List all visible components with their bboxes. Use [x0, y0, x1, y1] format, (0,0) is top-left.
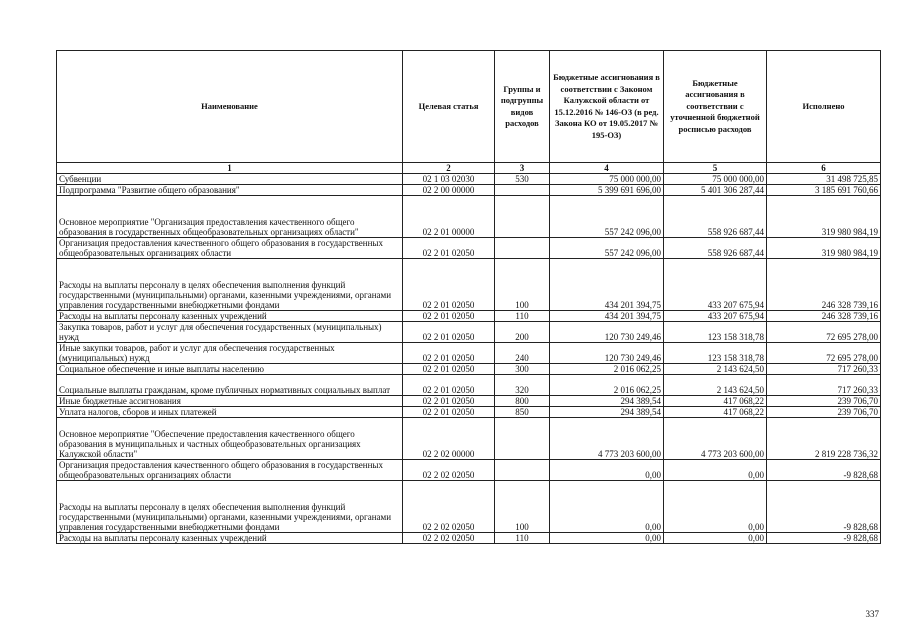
row-name: Социальное обеспечение и иные выплаты населению — [57, 364, 403, 375]
table-row — [57, 196, 881, 238]
row-executed: 319 980 984,19 — [767, 238, 881, 259]
row-target-article: 02 2 01 02050 — [403, 343, 495, 364]
table-row — [57, 407, 881, 418]
header-refined-allocations: Бюджетные ассигнования в соответствии с уточненной бюджетной росписью расходов — [664, 51, 767, 163]
row-law-allocation: 75 000 000,00 — [550, 174, 664, 185]
row-executed: 246 328 739,16 — [767, 311, 881, 322]
table-row — [57, 311, 881, 322]
row-law-allocation: 294 389,54 — [550, 407, 664, 418]
row-target-article: 02 2 01 02050 — [403, 322, 495, 343]
row-refined-allocation: 0,00 — [664, 533, 767, 544]
row-executed: 239 706,70 — [767, 396, 881, 407]
row-expense-group: 240 — [495, 343, 550, 364]
row-executed: 246 328 739,16 — [767, 259, 881, 311]
column-number: 3 — [495, 163, 550, 174]
row-law-allocation: 0,00 — [550, 460, 664, 481]
row-target-article: 02 2 00 00000 — [403, 185, 495, 196]
row-expense-group: 200 — [495, 322, 550, 343]
header-expense-groups: Группы и подгруппы видов расходов — [495, 51, 550, 163]
row-law-allocation: 5 399 691 696,00 — [550, 185, 664, 196]
budget-table — [56, 50, 881, 544]
row-executed: 3 185 691 760,66 — [767, 185, 881, 196]
row-executed: 2 819 228 736,32 — [767, 418, 881, 460]
row-expense-group — [495, 418, 550, 460]
row-law-allocation: 557 242 096,00 — [550, 196, 664, 238]
row-executed: 319 980 984,19 — [767, 196, 881, 238]
column-number: 1 — [57, 163, 403, 174]
row-executed: 717 260,33 — [767, 364, 881, 375]
table-row — [57, 185, 881, 196]
row-refined-allocation: 433 207 675,94 — [664, 259, 767, 311]
row-refined-allocation: 433 207 675,94 — [664, 311, 767, 322]
row-refined-allocation: 75 000 000,00 — [664, 174, 767, 185]
row-law-allocation: 4 773 203 600,00 — [550, 418, 664, 460]
table-row — [57, 375, 881, 396]
table-row — [57, 322, 881, 343]
header-executed: Исполнено — [767, 51, 881, 163]
row-refined-allocation: 4 773 203 600,00 — [664, 418, 767, 460]
row-name: Подпрограмма "Развитие общего образования" — [57, 185, 403, 196]
row-law-allocation: 434 201 394,75 — [550, 311, 664, 322]
row-name: Иные закупки товаров, работ и услуг для обеспечения государственных (муниципальных) нужд — [57, 343, 403, 364]
row-name: Субвенции — [57, 174, 403, 185]
row-executed: -9 828,68 — [767, 481, 881, 533]
row-name: Организация предоставления качественного общего образования в государственных общеобразовательных организациях области — [57, 460, 403, 481]
row-name: Расходы на выплаты персоналу в целях обеспечения выполнения функций государственными (муниципальными) органами, казенными учреждениями, органами управления государственными внебюджетными фондами — [57, 481, 403, 533]
row-refined-allocation: 2 143 624,50 — [664, 364, 767, 375]
row-law-allocation: 120 730 249,46 — [550, 322, 664, 343]
table-row — [57, 481, 881, 533]
column-number: 5 — [664, 163, 767, 174]
row-refined-allocation: 558 926 687,44 — [664, 196, 767, 238]
column-number-row — [57, 163, 881, 174]
row-law-allocation: 0,00 — [550, 533, 664, 544]
row-expense-group — [495, 460, 550, 481]
row-target-article: 02 2 01 02050 — [403, 396, 495, 407]
row-target-article: 02 2 01 02050 — [403, 364, 495, 375]
table-row — [57, 418, 881, 460]
row-name: Организация предоставления качественного общего образования в государственных общеобразовательных организациях области — [57, 238, 403, 259]
row-expense-group: 850 — [495, 407, 550, 418]
row-refined-allocation: 558 926 687,44 — [664, 238, 767, 259]
row-target-article: 02 2 02 00000 — [403, 418, 495, 460]
row-target-article: 02 2 01 02050 — [403, 407, 495, 418]
header-row — [57, 51, 881, 163]
row-refined-allocation: 0,00 — [664, 481, 767, 533]
row-law-allocation: 557 242 096,00 — [550, 238, 664, 259]
row-law-allocation: 2 016 062,25 — [550, 364, 664, 375]
row-name: Уплата налогов, сборов и иных платежей — [57, 407, 403, 418]
header-law-allocations: Бюджетные ассигнования в соответствии с Законом Калужской области от 15.12.2016 № 146-ОЗ (в ред. Закона КО от 19.05.2017 № 195-ОЗ) — [550, 51, 664, 163]
row-expense-group: 100 — [495, 481, 550, 533]
row-refined-allocation: 417 068,22 — [664, 396, 767, 407]
row-target-article: 02 2 01 02050 — [403, 311, 495, 322]
row-expense-group — [495, 196, 550, 238]
row-name: Иные бюджетные ассигнования — [57, 396, 403, 407]
row-law-allocation: 0,00 — [550, 481, 664, 533]
table-row — [57, 259, 881, 311]
header-target-article: Целевая статья — [403, 51, 495, 163]
row-target-article: 02 1 03 02030 — [403, 174, 495, 185]
row-expense-group: 530 — [495, 174, 550, 185]
table-row — [57, 533, 881, 544]
row-refined-allocation: 0,00 — [664, 460, 767, 481]
row-refined-allocation: 123 158 318,78 — [664, 343, 767, 364]
row-name: Расходы на выплаты персоналу казенных учреждений — [57, 311, 403, 322]
row-executed: 72 695 278,00 — [767, 322, 881, 343]
row-law-allocation: 434 201 394,75 — [550, 259, 664, 311]
row-expense-group: 100 — [495, 259, 550, 311]
row-law-allocation: 294 389,54 — [550, 396, 664, 407]
row-target-article: 02 2 01 02050 — [403, 259, 495, 311]
row-name: Основное мероприятие "Обеспечение предоставления качественного общего образования в муниципальных и частных общеобразовательных организациях Калужской области" — [57, 418, 403, 460]
row-expense-group: 300 — [495, 364, 550, 375]
row-target-article: 02 2 02 02050 — [403, 460, 495, 481]
table-row — [57, 174, 881, 185]
table-row — [57, 396, 881, 407]
header-name: Наименование — [57, 51, 403, 163]
row-refined-allocation: 5 401 306 287,44 — [664, 185, 767, 196]
row-target-article: 02 2 02 02050 — [403, 481, 495, 533]
row-expense-group: 110 — [495, 533, 550, 544]
column-number: 6 — [767, 163, 881, 174]
row-refined-allocation: 2 143 624,50 — [664, 375, 767, 396]
row-executed: 717 260,33 — [767, 375, 881, 396]
row-refined-allocation: 417 068,22 — [664, 407, 767, 418]
row-name: Основное мероприятие "Организация предоставления качественного общего образования в государственных общеобразовательных организациях области" — [57, 196, 403, 238]
row-target-article: 02 2 01 02050 — [403, 238, 495, 259]
row-executed: 239 706,70 — [767, 407, 881, 418]
column-number: 2 — [403, 163, 495, 174]
row-target-article: 02 2 02 02050 — [403, 533, 495, 544]
table-row — [57, 364, 881, 375]
row-name: Социальные выплаты гражданам, кроме публичных нормативных социальных выплат — [57, 375, 403, 396]
row-name: Закупка товаров, работ и услуг для обеспечения государственных (муниципальных) нужд — [57, 322, 403, 343]
row-law-allocation: 2 016 062,25 — [550, 375, 664, 396]
table-row — [57, 460, 881, 481]
row-expense-group: 800 — [495, 396, 550, 407]
row-name: Расходы на выплаты персоналу казенных учреждений — [57, 533, 403, 544]
row-target-article: 02 2 01 00000 — [403, 196, 495, 238]
row-executed: -9 828,68 — [767, 533, 881, 544]
row-expense-group: 320 — [495, 375, 550, 396]
row-law-allocation: 120 730 249,46 — [550, 343, 664, 364]
row-executed: 72 695 278,00 — [767, 343, 881, 364]
row-expense-group — [495, 238, 550, 259]
row-target-article: 02 2 01 02050 — [403, 375, 495, 396]
row-expense-group — [495, 185, 550, 196]
row-refined-allocation: 123 158 318,78 — [664, 322, 767, 343]
row-executed: -9 828,68 — [767, 460, 881, 481]
row-executed: 31 498 725,85 — [767, 174, 881, 185]
row-name: Расходы на выплаты персоналу в целях обеспечения выполнения функций государственными (муниципальными) органами, казенными учреждениями, органами управления государственными внебюджетными фондами — [57, 259, 403, 311]
page-number: 337 — [865, 609, 879, 619]
column-number: 4 — [550, 163, 664, 174]
table-row — [57, 343, 881, 364]
row-expense-group: 110 — [495, 311, 550, 322]
table-row — [57, 238, 881, 259]
